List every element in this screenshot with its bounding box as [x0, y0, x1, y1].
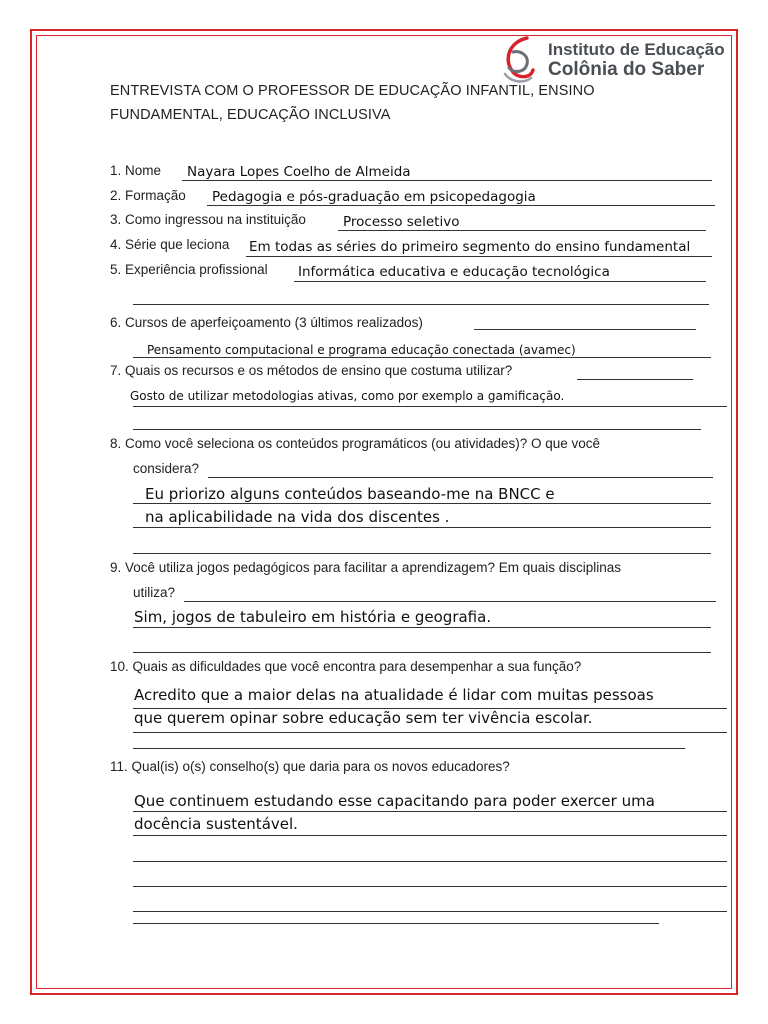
q9-label-line2: utiliza? — [133, 585, 176, 600]
q11-underline-2 — [133, 835, 727, 836]
q10-underline-2 — [133, 732, 727, 733]
cursos-underline — [474, 329, 696, 330]
q11-label: 11. Qual(is) o(s) conselho(s) que daria para os novos educadores? — [110, 759, 510, 774]
serie-underline — [246, 256, 712, 257]
cursos-value[interactable]: Pensamento computacional e programa educação conectada (avamec) — [147, 343, 576, 357]
logo-line2: Colônia do Saber — [548, 59, 705, 80]
q11-underline-4 — [133, 886, 727, 887]
q10-underline-3 — [133, 748, 685, 749]
q8-answer-line1[interactable]: Eu priorizo alguns conteúdos baseando-me na BNCC e — [145, 485, 555, 503]
formacao-value[interactable]: Pedagogia e pós-graduação em psicopedagogia — [212, 189, 536, 205]
q9-underline-3 — [133, 652, 711, 653]
q8-underline-2 — [133, 503, 711, 504]
ingresso-underline — [338, 230, 706, 231]
q9-answer[interactable]: Sim, jogos de tabuleiro em história e geografia. — [134, 608, 492, 626]
q7-underline-3 — [133, 429, 701, 430]
serie-label: 4. Série que leciona — [110, 237, 230, 252]
q8-underline — [208, 477, 713, 478]
experiencia-label: 5. Experiência profissional — [110, 262, 268, 277]
page-title-line2: FUNDAMENTAL, EDUCAÇÃO INCLUSIVA — [110, 107, 391, 123]
q11-underline-6 — [133, 923, 659, 924]
q7-label: 7. Quais os recursos e os métodos de ensino que costuma utilizar? — [110, 363, 513, 378]
q8-label-line2: considera? — [133, 461, 200, 476]
q10-answer-line2[interactable]: que querem opinar sobre educação sem ter vivência escolar. — [134, 709, 593, 727]
cursos-label: 6. Cursos de aperfeiçoamento (3 últimos realizados) — [110, 315, 423, 330]
nome-label: 1. Nome — [110, 163, 162, 178]
q8-underline-3 — [133, 527, 711, 528]
experiencia-underline-2 — [133, 304, 709, 305]
page-title-line1: ENTREVISTA COM O PROFESSOR DE EDUCAÇÃO INFANTIL, ENSINO — [110, 83, 595, 99]
nome-underline — [182, 180, 712, 181]
q11-underline-5 — [133, 911, 727, 912]
q7-underline-2 — [133, 406, 727, 407]
q11-underline-3 — [133, 861, 727, 862]
q11-underline — [133, 811, 727, 812]
nome-value[interactable]: Nayara Lopes Coelho de Almeida — [187, 164, 411, 180]
q8-label-line1: 8. Como você seleciona os conteúdos programáticos (ou atividades)? O que você — [110, 436, 601, 451]
ingresso-label: 3. Como ingressou na instituição — [110, 212, 306, 227]
logo-swirl-icon — [497, 34, 545, 86]
cursos-underline-2 — [133, 357, 711, 358]
q9-underline — [184, 601, 716, 602]
q7-underline — [577, 379, 693, 380]
q10-answer-line1[interactable]: Acredito que a maior delas na atualidade é lidar com muitas pessoas — [134, 686, 654, 704]
q8-answer-line2[interactable]: na aplicabilidade na vida dos discentes . — [145, 508, 450, 526]
serie-value[interactable]: Em todas as séries do primeiro segmento do ensino fundamental — [249, 239, 691, 255]
q7-answer[interactable]: Gosto de utilizar metodologias ativas, como por exemplo a gamificação. — [130, 389, 565, 403]
experiencia-underline — [294, 281, 706, 282]
q9-label-line1: 9. Você utiliza jogos pedagógicos para facilitar a aprendizagem? Em quais disciplinas — [110, 560, 622, 575]
q11-answer-line1[interactable]: Que continuem estudando esse capacitando para poder exercer uma — [134, 792, 655, 810]
q9-underline-2 — [133, 627, 711, 628]
formacao-label: 2. Formação — [110, 188, 186, 203]
experiencia-value[interactable]: Informática educativa e educação tecnológica — [298, 264, 610, 280]
ingresso-value[interactable]: Processo seletivo — [343, 214, 460, 230]
q8-underline-4 — [133, 553, 711, 554]
logo-line1: Instituto de Educação — [548, 40, 725, 59]
q11-answer-line2[interactable]: docência sustentável. — [134, 815, 298, 833]
formacao-underline — [207, 205, 715, 206]
q10-label: 10. Quais as dificuldades que você encontra para desempenhar a sua função? — [110, 659, 582, 674]
